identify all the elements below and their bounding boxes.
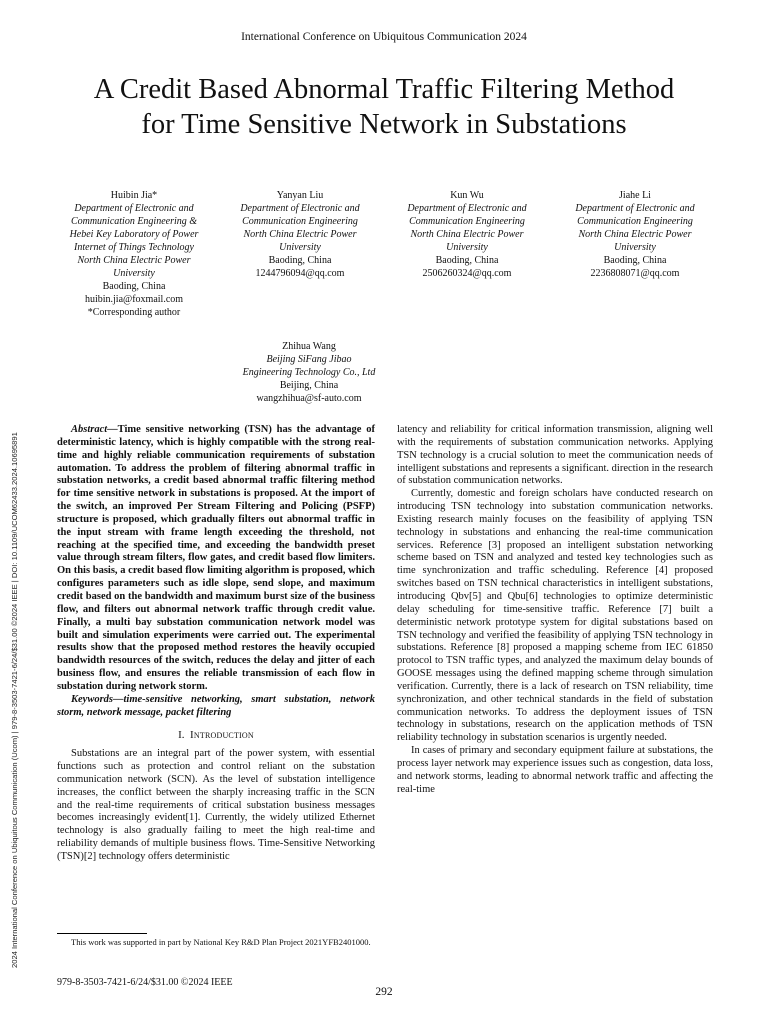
author-affiliation: Communication Engineering xyxy=(577,216,693,227)
page-number: 292 xyxy=(375,986,393,998)
keywords xyxy=(57,694,375,720)
keywords-label: Keywords xyxy=(71,693,113,705)
right-column xyxy=(397,424,713,796)
title-line-1: A Credit Based Abnormal Traffic Filtering Method xyxy=(93,74,675,105)
right-paragraph-2: Currently, domestic and foreign scholars have conducted research on introducing TSN technology into substation communication networks. Existing research mainly focuses on the feasibility of applying TSN technology in substations and enhancing the real-time communication services. Reference [3] proposed an intelligent substation networking scheme based on TSN and analyzed and tested key technologies such as time synchronization and traffic scheduling. Reference [4] proposed switches based on TSN technical characteristics in intelligent substations, introducing Qbv[5] and Qbu[6] technologies to optimize deterministic delay scheduling for time-sensitive traffic. Reference [7] built a deterministic network prototype system for digital substations based on TSN technology and verified the feasibility of applying TSN technology in substations. Reference [8] proposed a mapping scheme from IEC 61850 protocol to TSN traffic types, and analyzed the maximum delay bounds of GOOSE messages using the defined mapping scheme through simulation verification. Currently, there is a lack of research on TSN reliability, time synchronization, and other technical standards in the field of substation communication networks. To address the deployment issues of TSN technology in substations, research on the application methods of TSN reliability technology in substation scenarios is urgently needed. xyxy=(397,488,713,744)
author-affiliation: Department of Electronic and xyxy=(575,203,695,214)
author-email: wangzhihua@sf-auto.com xyxy=(256,393,362,404)
left-column xyxy=(57,424,375,864)
author-email: huibin.jia@foxmail.com xyxy=(84,294,184,305)
side-doi-text: 2024 International Conference on Ubiquitous Communication (Ucom) | 979-8-3503-7421-6/24/$31.00 ©2024 IEEE | DOI: 10.1109/UCOM62433.2024.10695891 xyxy=(10,432,19,968)
author-name: Kun Wu xyxy=(450,190,484,201)
author-city: Baoding, China xyxy=(102,281,166,292)
author-affiliation: University xyxy=(446,242,488,253)
author-name: Yanyan Liu xyxy=(276,190,324,201)
author-affiliation: Communication Engineering xyxy=(242,216,358,227)
author-block-1 xyxy=(54,189,214,319)
author-affiliation: Engineering Technology Co., Ltd xyxy=(242,367,376,378)
corresponding-note: *Corresponding author xyxy=(87,307,181,318)
author-affiliation: University xyxy=(279,242,321,253)
conference-header: International Conference on Ubiquitous Communication 2024 xyxy=(241,31,527,43)
section-title xyxy=(190,729,254,741)
abstract-label: Abstract xyxy=(71,424,108,435)
intro-paragraph-1: Substations are an integral part of the power system, with essential functions such as protection and control reliant on the substation communication network (SCN). As the level of substation intelligence increases, the conflict between the sharply increasing traffic in the SCN and the real-time requirements of critical substation business messages becomes increasingly evident[1]. Currently, the widely utilized Ethernet technology is also gradually failing to meet the high real-time and reliability demands of multiple business flows. Time-Sensitive Networking (TSN)[2] technology offers deterministic xyxy=(57,748,375,862)
author-affiliation: Communication Engineering xyxy=(409,216,525,227)
paper-title xyxy=(40,72,728,142)
section-title-text: Introduction xyxy=(190,729,254,742)
author-block-5 xyxy=(219,340,399,405)
right-paragraph-1: latency and reliability for critical information transmission, aligning well with the requirements of substation communication networks. Applying TSN technology is a crucial solution to meet the communication needs of intelligent substations and represents a significant. direction in the research of substation communication networks. xyxy=(397,424,713,487)
author-affiliation: Department of Electronic and xyxy=(240,203,360,214)
author-city: Baoding, China xyxy=(435,255,499,266)
author-affiliation: University xyxy=(614,242,656,253)
footer-copyright: 979-8-3503-7421-6/24/$31.00 ©2024 IEEE xyxy=(57,977,233,988)
author-block-3 xyxy=(387,189,547,280)
keywords-text: —time-sensitive networking, smart substation, network storm, network message, packet filtering xyxy=(57,693,375,718)
author-affiliation: North China Electric Power xyxy=(578,229,692,240)
author-affiliation: North China Electric Power xyxy=(410,229,524,240)
section-number: I. xyxy=(178,729,185,742)
funding-footnote: This work was supported in part by National Key R&D Plan Project 2021YFB2401000. xyxy=(71,937,371,947)
author-affiliation: Hebei Key Laboratory of Power xyxy=(69,229,199,240)
author-city: Beijing, China xyxy=(279,380,339,391)
author-affiliation: Department of Electronic and xyxy=(74,203,194,214)
author-affiliation: Beijing SiFang Jibao xyxy=(266,354,352,365)
abstract-text: —Time sensitive networking (TSN) has the advantage of deterministic latency, which is highly compatible with the strong real-time and highly reliable communication requirements of substation automation. To address the problem of filtering abnormal traffic in substation networks, a credit based abnormal traffic filtering method for time sensitive network in substations is proposed. At the import of the switch, an improved Per Stream Filtering and Policing (PSFP) structure is proposed, which gradually filters out abnormal traffic in the input stream with frame length exceeding the threshold, not reaching at the specified time, and exceeding the bandwidth preset value through stream filters, flow gates, and credit based flow limiters. On this basis, a credit based flow limiting algorithm is proposed, which configures parameters such as idle slope, send slope, and maximum credit based on the bandwidth and maximum burst size of the business flow, and filters out abnormal network traffic through credit value. Finally, a multi bay substation communication network model was built and simulation experiments were carried out. The experimental results show that the proposed method restores the heavily occupied bandwidth resources of the switch, reduces the delay and jitter of each business flow, and ensures the reliable transmission of each flow in substation during network storm. xyxy=(57,424,375,692)
author-affiliation: Communication Engineering & xyxy=(70,216,198,227)
author-email: 1244796094@qq.com xyxy=(255,268,345,279)
author-city: Baoding, China xyxy=(268,255,332,266)
footnote-rule xyxy=(57,933,147,934)
author-block-2 xyxy=(220,189,380,280)
title-line-2: for Time Sensitive Network in Substations xyxy=(141,109,627,140)
author-affiliation: Internet of Things Technology xyxy=(74,242,194,253)
author-affiliation: Department of Electronic and xyxy=(407,203,527,214)
author-city: Baoding, China xyxy=(603,255,667,266)
author-name: Zhihua Wang xyxy=(282,341,336,352)
author-name: Huibin Jia* xyxy=(110,190,158,201)
section-heading-introduction xyxy=(57,729,375,742)
author-name: Jiahe Li xyxy=(619,190,651,201)
author-affiliation: North China Electric Power xyxy=(77,255,191,266)
author-block-4 xyxy=(555,189,715,280)
author-email: 2236808071@qq.com xyxy=(590,268,680,279)
author-affiliation: North China Electric Power xyxy=(243,229,357,240)
author-email: 2506260324@qq.com xyxy=(422,268,512,279)
right-paragraph-3: In cases of primary and secondary equipment failure at substations, the process layer network may experience issues such as congestion, data loss, and network storms, leading to abnormal network traffic and affecting the real-time xyxy=(397,745,713,795)
abstract xyxy=(57,424,375,694)
author-affiliation: University xyxy=(113,268,155,279)
